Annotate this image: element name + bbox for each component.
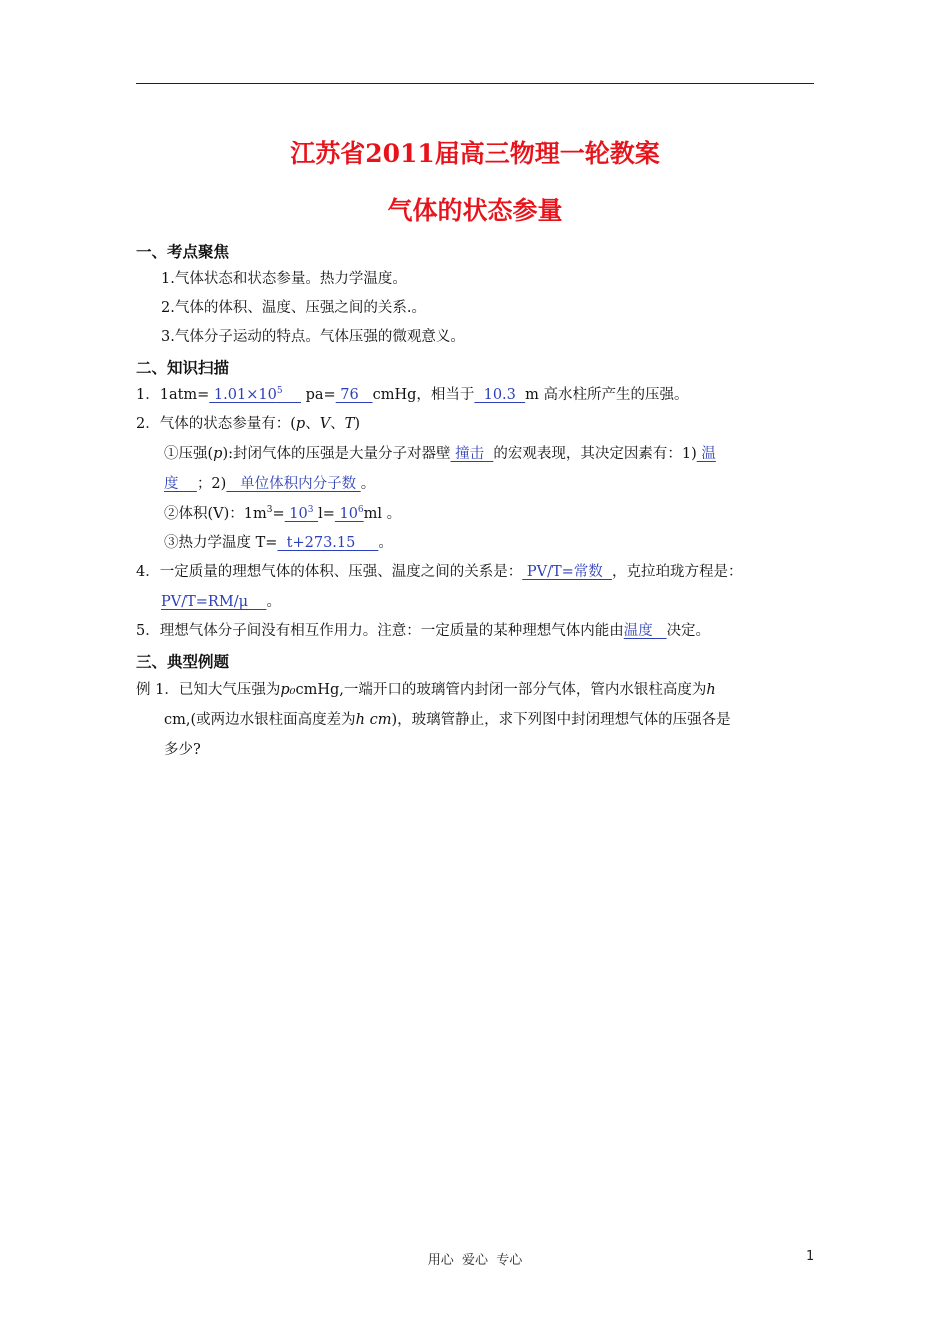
focus-item-2: 2.气体的体积、温度、压强之间的关系.。 [161, 300, 426, 316]
blank-milliliters: $10^6$ [334, 505, 364, 522]
knowledge-item-2: 2．气体的状态参量有：(p、V、T) [136, 416, 361, 432]
example-1-line2: cm,(或两边水银柱面高度差为h cm)，玻璃管静止，求下列图中封闭理想气体的压强各是 [164, 712, 731, 728]
header-rule [136, 83, 814, 84]
item1-text-a: 1．1atm= [136, 387, 210, 403]
example-1-line3: 多少? [164, 742, 201, 758]
knowledge-item-4-line2: PV/T=RM/μ 。 [161, 594, 281, 610]
item1-text-c: cmHg，相当于 [372, 387, 475, 403]
blank-collision: 撞击 [450, 446, 494, 462]
blank-temperature-a: 温 [696, 446, 716, 462]
var-t: T [344, 416, 355, 432]
example-1-line1: 例 1．已知大气压强为p₀cmHg,一端开口的玻璃管内封闭一部分气体，管内水银柱高度为h [136, 682, 716, 698]
blank-temperature-b: 度 [164, 476, 197, 492]
knowledge-item-2a-line2: 度 ；2) 单位体积内分子数 。 [164, 476, 376, 492]
section-heading-examples: 三、典型例题 [136, 653, 230, 671]
item1-blank-cmhg: 76 [335, 387, 373, 403]
item1-blank-atm: $1.01\times 10^5$ [209, 386, 283, 403]
document-title: 江苏省2011届高三物理一轮教案 [290, 139, 660, 168]
section-heading-knowledge: 二、知识扫描 [136, 359, 230, 377]
focus-item-3: 3.气体分子运动的特点。气体压强的微观意义。 [161, 329, 465, 345]
var-p: p [295, 416, 306, 432]
knowledge-item-2c: ③热力学温度 T= t+273.15 。 [164, 535, 393, 551]
item1-text-b: pa= [301, 387, 336, 403]
blank-internal-energy: 温度 [623, 623, 667, 639]
item1-blank-water: 10.3 [474, 387, 526, 403]
knowledge-item-2b: ②体积(V)：$1m^3= 10^3$ $l= 10^6ml$ 。 [164, 505, 402, 522]
document-subtitle: 气体的状态参量 [387, 196, 563, 225]
footer-motto: 用心 爱心 专心 [427, 1253, 523, 1268]
knowledge-item-2a-line1: ①压强(p):封闭气体的压强是大量分子对器壁 撞击 的宏观表现，其决定因素有：1) 温 [164, 446, 716, 462]
blank-liters: $10^3$ [284, 505, 314, 522]
blank-molecule-density: 单位体积内分子数 [226, 476, 361, 492]
section-heading-focus: 一、考点聚焦 [136, 243, 230, 261]
blank-clapeyron: PV/T=RM/μ [161, 594, 267, 610]
knowledge-item-5: 5．理想气体分子间没有相互作用力。注意：一定质量的某种理想气体内能由温度 决定。 [136, 623, 711, 639]
blank-gas-law: PV/T=常数 [522, 564, 612, 580]
knowledge-item-4-line1: 4．一定质量的理想气体的体积、压强、温度之间的关系是： PV/T=常数 ，克拉珀珑方程是： [136, 564, 743, 580]
var-v: V [319, 416, 331, 432]
focus-item-1: 1.气体状态和状态参量。热力学温度。 [161, 271, 407, 287]
knowledge-item-1 [136, 385, 688, 405]
blank-kelvin: t+273.15 [277, 535, 379, 551]
page-number: 1 [806, 1249, 815, 1264]
item1-text-d: m 高水柱所产生的压强。 [525, 387, 689, 403]
